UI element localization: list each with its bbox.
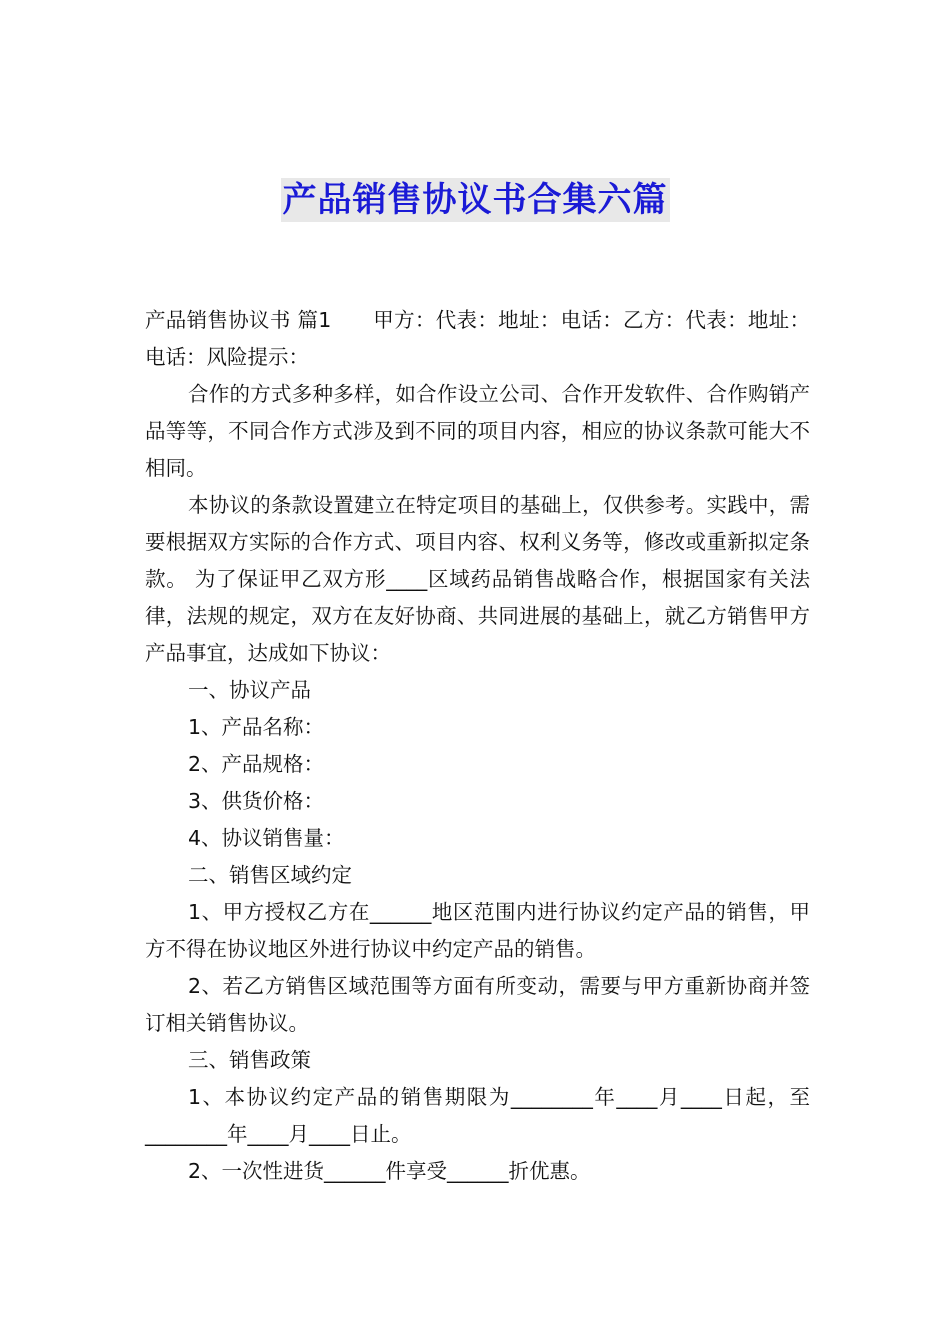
section-heading: 二、销售区域约定 [188,863,352,887]
title-container [0,178,950,222]
section-heading: 三、销售政策 [188,1048,311,1072]
paragraph: 合作的方式多种多样，如合作设立公司、合作开发软件、合作购销产品等等，不同合作方式涉及到不同的项目内容，相应的协议条款可能大不相同。 [145,382,810,480]
list-item: 1、本协议约定产品的销售期限为________年____月____日起，至________年____月____日止。 [145,1085,810,1146]
list-item: 2、若乙方销售区域范围等方面有所变动，需要与甲方重新协商并签订相关销售协议。 [145,974,810,1035]
list-item: 2、产品规格： [188,752,325,776]
paragraph: 产品销售协议书 篇1 甲方：代表：地址：电话：乙方：代表：地址：电话：风险提示： [145,308,810,369]
list-item: 4、协议销售量： [188,826,345,850]
section-heading: 一、协议产品 [188,678,311,702]
list-item: 1、甲方授权乙方在______地区范围内进行协议约定产品的销售，甲方不得在协议地区外进行协议中约定产品的销售。 [145,900,810,961]
list-item: 2、一次性进货______件享受______折优惠。 [188,1159,591,1183]
document-title: 产品销售协议书合集六篇 [282,180,668,220]
list-item: 3、供货价格： [188,789,325,813]
document-body [145,302,810,1190]
paragraph: 本协议的条款设置建立在特定项目的基础上，仅供参考。实践中，需要根据双方实际的合作方式、项目内容、权利义务等，修改或重新拟定条款。 为了保证甲乙双方形____区域药品销售战略合作，根据国家有关法律，法规的规定，双方在友好协商、共同进展的基础上，就乙方销售甲方产品事宜，达成如下协议： [145,493,810,665]
list-item: 1、产品名称： [188,715,325,739]
